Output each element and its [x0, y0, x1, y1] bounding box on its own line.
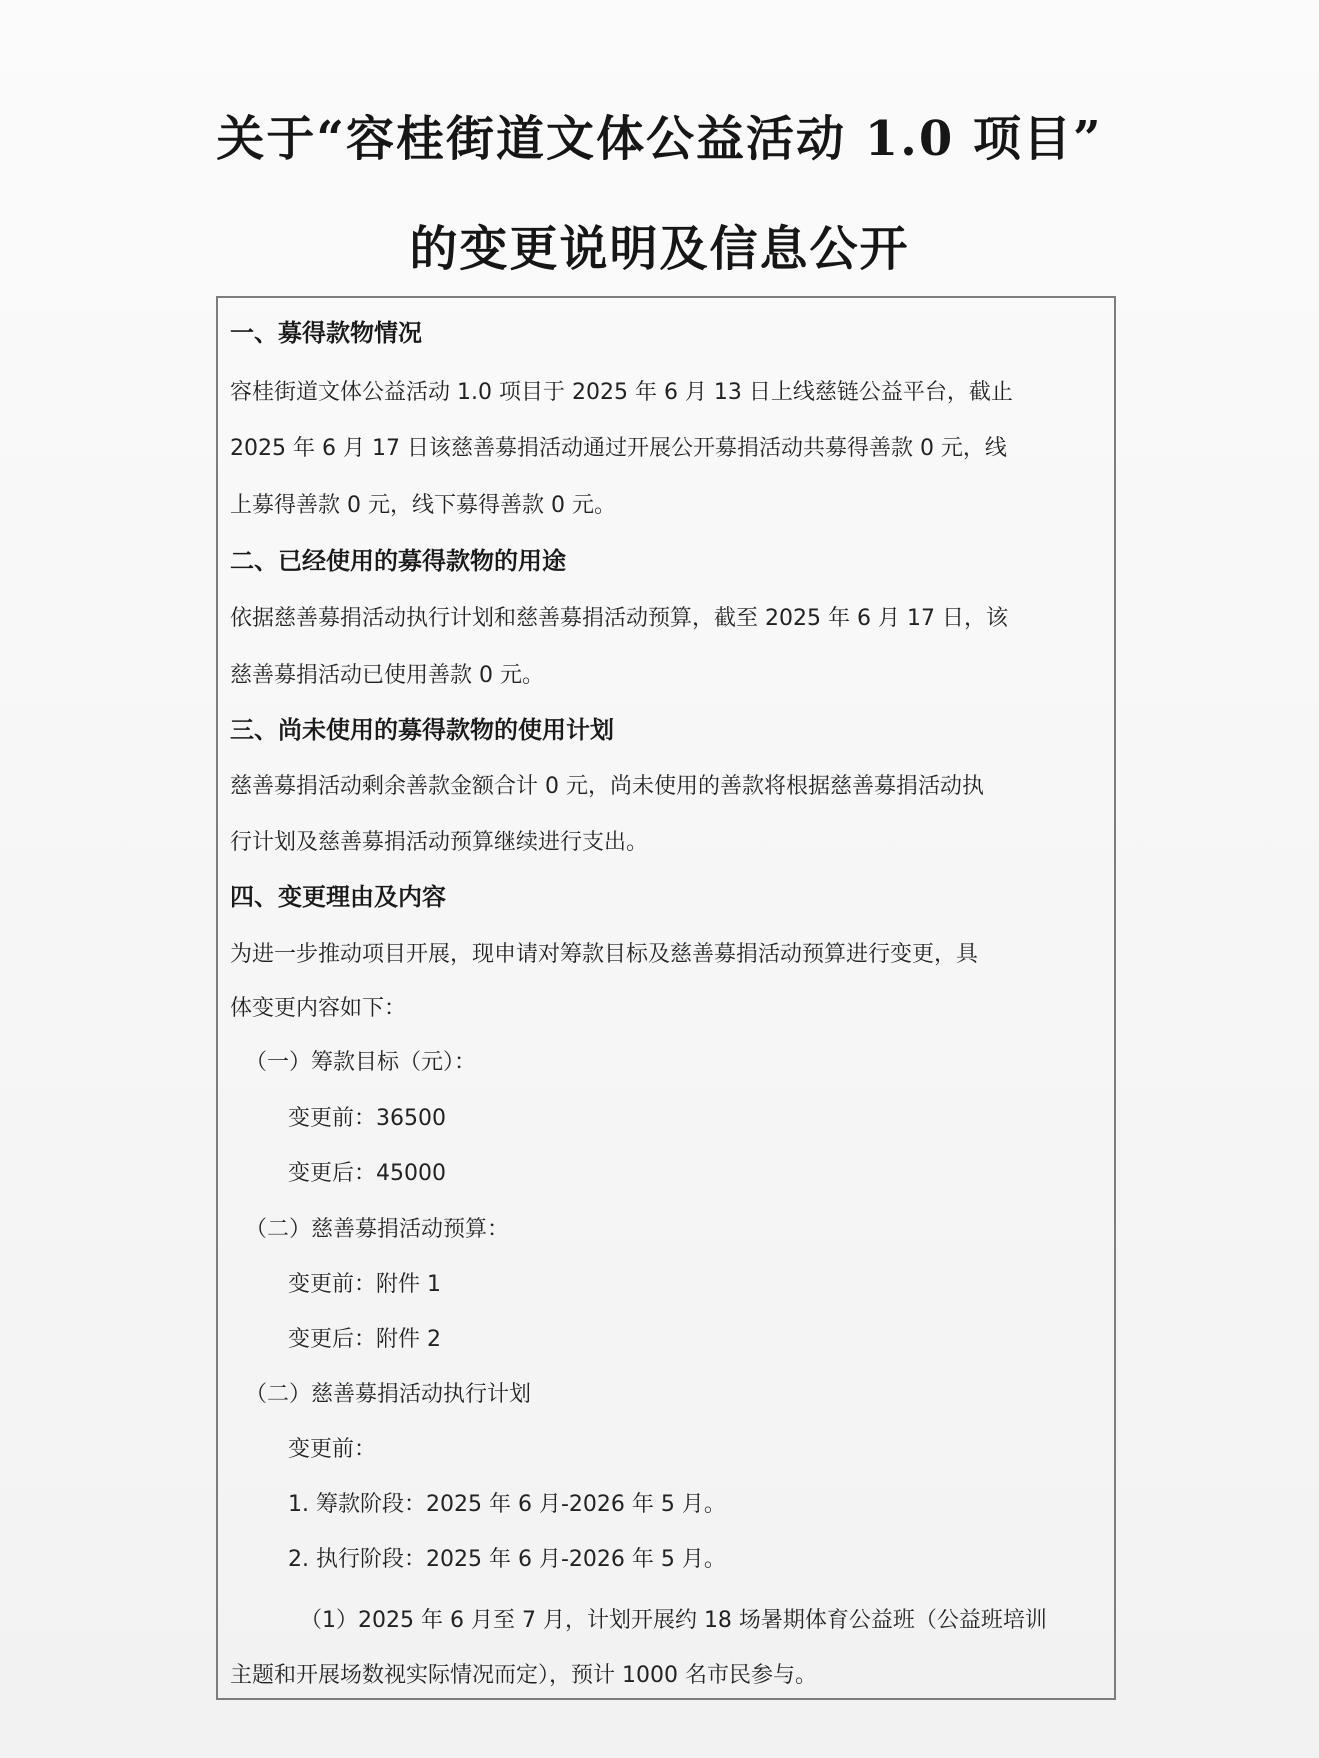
section-4-line-1: 为进一步推动项目开展，现申请对筹款目标及慈善募捐活动预算进行变更，具: [230, 942, 979, 967]
fundraising-target-after: 变更后：45000: [288, 1161, 446, 1186]
section-1-heading: 一、募得款物情况: [230, 319, 422, 347]
section-3-line-2: 行计划及慈善募捐活动预算继续进行支出。: [230, 830, 649, 855]
execution-plan-before: 变更前：: [288, 1437, 377, 1462]
execution-plan-detail-line-2: 主题和开展场数视实际情况而定），预计 1000 名市民参与。: [230, 1663, 817, 1688]
section-4-heading: 四、变更理由及内容: [230, 883, 446, 911]
execution-plan-item-1: 1. 筹款阶段：2025 年 6 月-2026 年 5 月。: [288, 1492, 726, 1517]
document-title-line-2: 的变更说明及信息公开: [409, 221, 910, 277]
section-1-line-1: 容桂街道文体公益活动 1.0 项目于 2025 年 6 月 13 日上线慈链公益平台，截止: [230, 380, 1013, 405]
execution-plan-heading: （二）慈善募捐活动执行计划: [245, 1382, 532, 1407]
budget-heading: （二）慈善募捐活动预算：: [245, 1217, 510, 1242]
budget-after: 变更后：附件 2: [288, 1327, 441, 1352]
section-1-line-2: 2025 年 6 月 17 日该慈善募捐活动通过开展公开募捐活动共募得善款 0 元，线: [230, 436, 1007, 461]
budget-before: 变更前：附件 1: [288, 1272, 441, 1297]
fundraising-target-heading: （一）筹款目标（元）：: [245, 1050, 477, 1075]
section-2-heading: 二、已经使用的募得款物的用途: [230, 547, 566, 575]
section-3-heading: 三、尚未使用的募得款物的使用计划: [230, 716, 614, 744]
execution-plan-item-2: 2. 执行阶段：2025 年 6 月-2026 年 5 月。: [288, 1547, 726, 1572]
section-4-line-2: 体变更内容如下：: [230, 996, 407, 1021]
section-2-line-2: 慈善募捐活动已使用善款 0 元。: [230, 663, 544, 688]
section-3-line-1: 慈善募捐活动剩余善款金额合计 0 元，尚未使用的善款将根据慈善募捐活动执: [230, 774, 984, 799]
section-2-line-1: 依据慈善募捐活动执行计划和慈善募捐活动预算，截至 2025 年 6 月 17 日，该: [230, 606, 1008, 631]
fundraising-target-before: 变更前：36500: [288, 1106, 446, 1131]
execution-plan-detail-line-1: （1）2025 年 6 月至 7 月，计划开展约 18 场暑期体育公益班（公益班培训: [300, 1608, 1047, 1633]
document-title-line-1: 关于“容桂街道文体公益活动 1.0 项目”: [216, 111, 1103, 167]
section-1-line-3: 上募得善款 0 元，线下募得善款 0 元。: [230, 493, 616, 518]
